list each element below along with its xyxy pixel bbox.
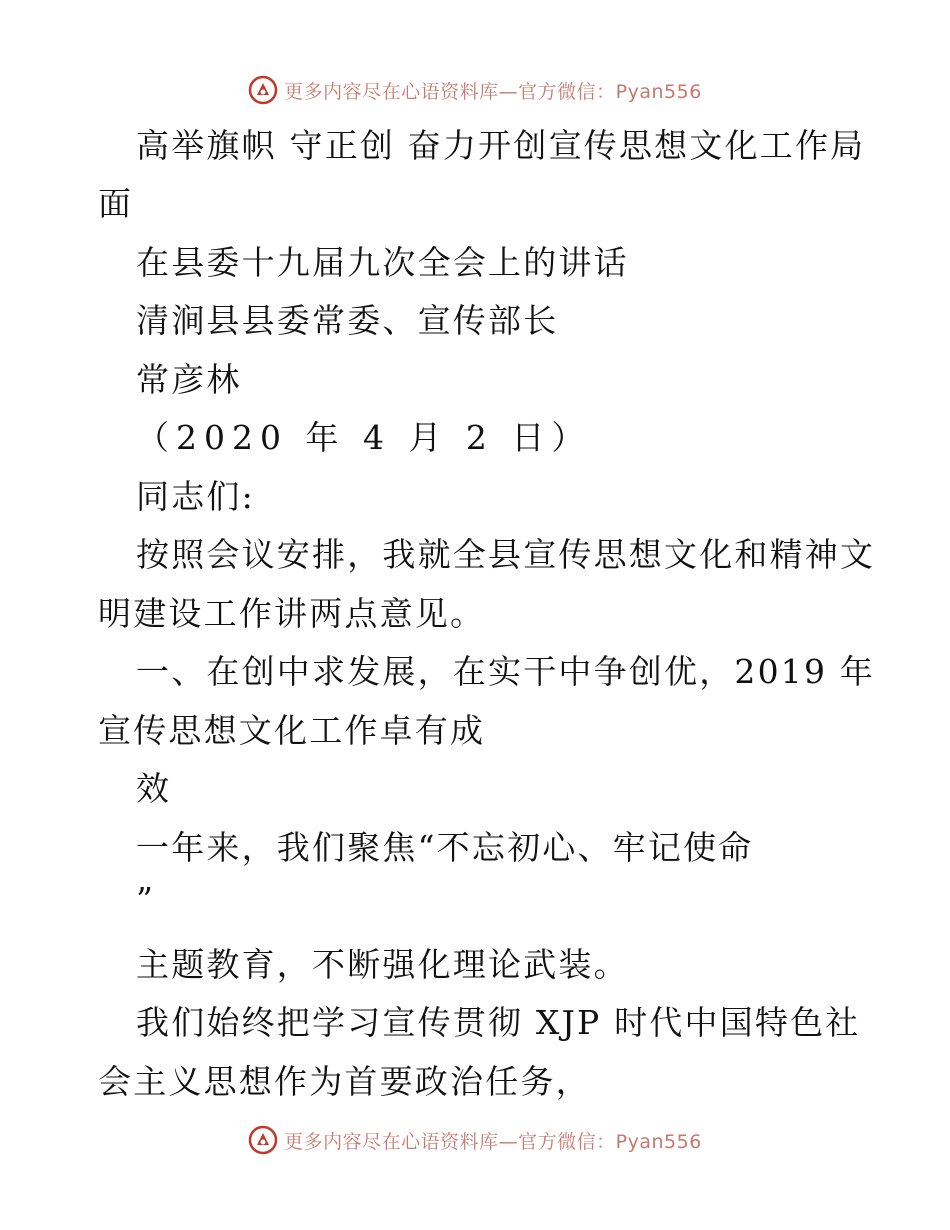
author-name: 常彦林 [136,360,242,399]
watermark-text: 更多内容尽在心语资料库—官方微信：Pyan556 [284,80,702,103]
speech-date: （2020 年 4 月 2 日） [136,418,592,457]
document-title-line-2: 面 [98,184,134,223]
paragraph-line: 明建设工作讲两点意见。 [98,594,486,633]
section-heading-line: 宣传思想文化工作卓有成 [98,711,486,750]
paragraph-line: 我们始终把学习宣传贯彻 XJP 时代中国特色社 [136,1003,861,1042]
document-subtitle: 在县委十九届九次全会上的讲话 [136,243,629,282]
section-heading-line: 效 [136,769,172,808]
paragraph-line: 会主义思想作为首要政治任务， [98,1062,591,1101]
paragraph-line: 主题教育，不断强化理论武装。 [136,945,629,984]
section-heading-line: 一、在创中求发展，在实干中争创优，2019 年 [136,652,876,691]
paragraph-line: ” [136,880,156,919]
paragraph-line: 按照会议安排，我就全县宣传思想文化和精神文 [136,535,876,574]
salutation: 同志们: [136,477,255,516]
paragraph-line: 一年来，我们聚焦“不忘初心、牢记使命 [136,828,754,867]
watermark-footer [0,1120,950,1160]
document-title-line-1: 高举旗帜 守正创 奋力开创宣传思想文化工作局 [136,126,866,165]
author-position: 清涧县县委常委、宣传部长 [136,301,559,340]
watermark-text: 更多内容尽在心语资料库—官方微信：Pyan556 [284,1130,702,1153]
seal-logo-icon [248,1125,278,1155]
